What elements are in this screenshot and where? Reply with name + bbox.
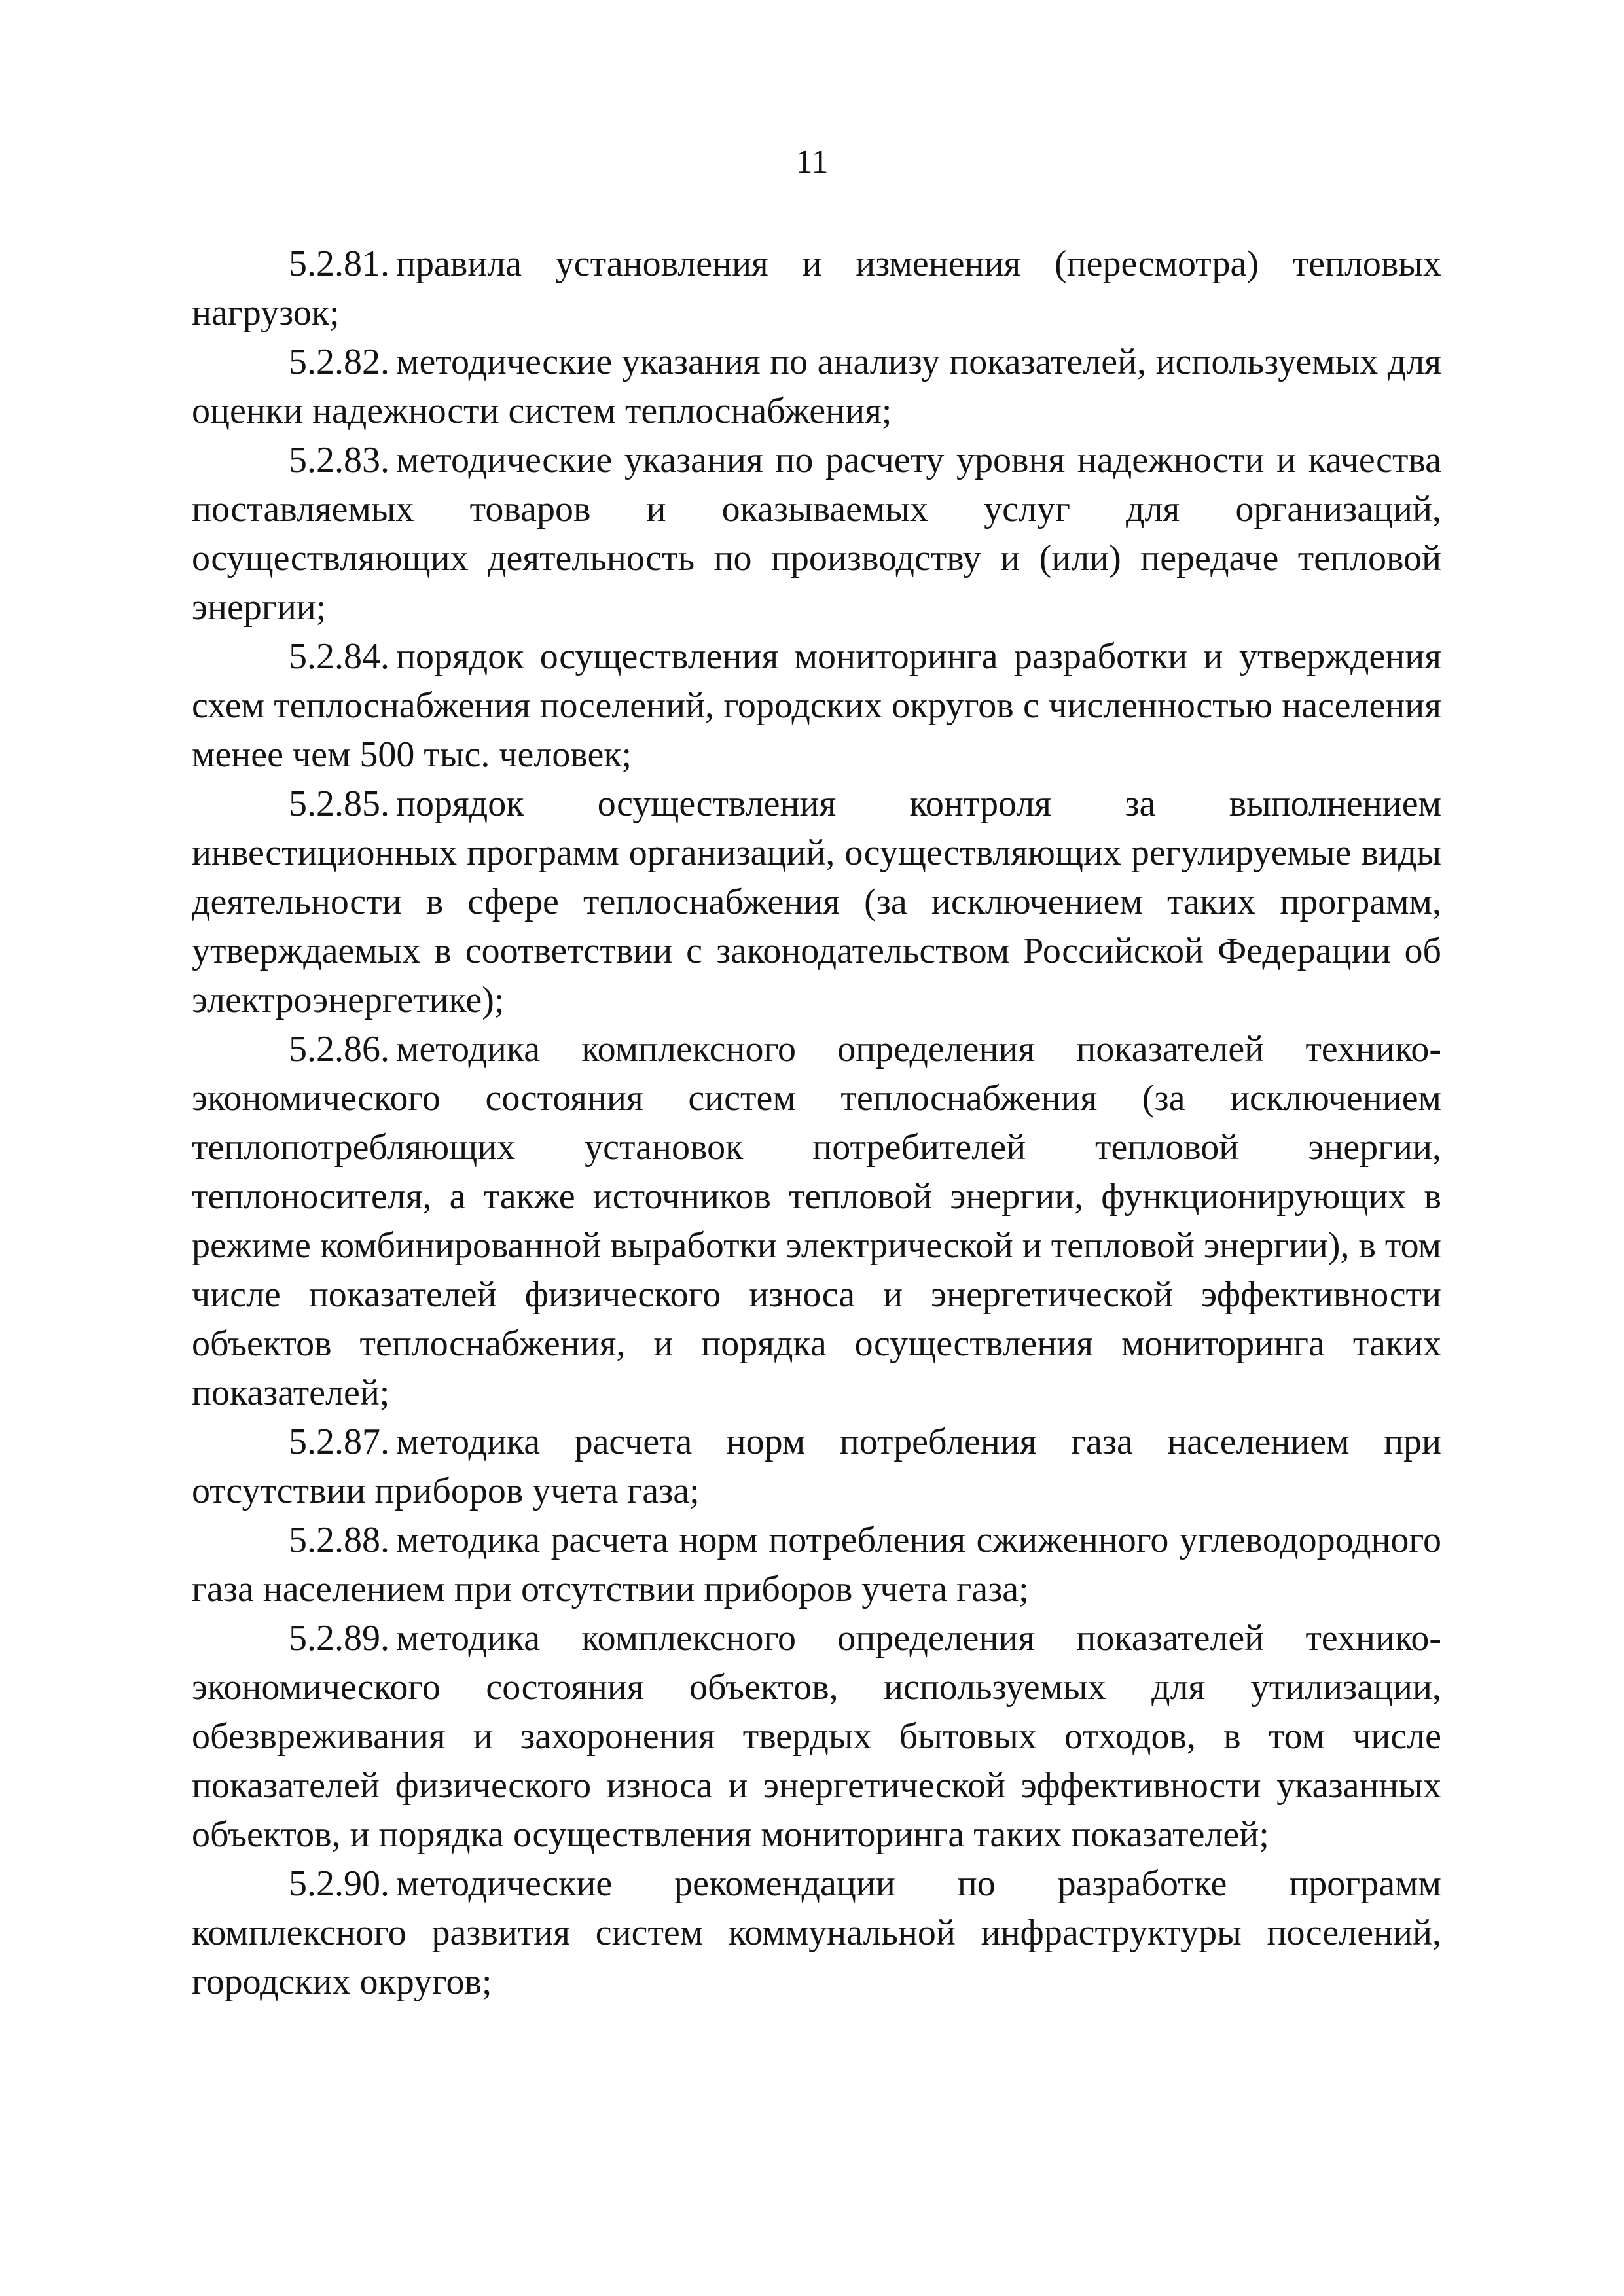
list-item-5-2-82: [192, 338, 1441, 436]
list-item-5-2-89: [192, 1614, 1441, 1859]
item-number: 5.2.86.: [289, 1029, 389, 1069]
item-number: 5.2.84.: [289, 636, 389, 677]
list-item-5-2-83: [192, 436, 1441, 632]
item-number: 5.2.87.: [289, 1422, 389, 1462]
item-text: порядок осуществления мониторинга разработки и утверждения схем теплоснабжения поселений, городских округов с численностью населения менее чем 500 тыс. человек;: [192, 636, 1441, 775]
item-text: методические указания по анализу показателей, используемых для оценки надежности систем теплоснабжения;: [192, 342, 1441, 431]
list-item-5-2-86: [192, 1025, 1441, 1418]
item-number: 5.2.88.: [289, 1520, 389, 1560]
page-number: 11: [795, 143, 829, 181]
item-number: 5.2.81.: [289, 243, 389, 284]
list-item-5-2-87: [192, 1418, 1441, 1516]
item-text: методика расчета норм потребления газа населением при отсутствии приборов учета газа;: [192, 1422, 1441, 1511]
item-text: методические указания по расчету уровня надежности и качества поставляемых товаров и оказываемых услуг для организаций, осуществляющих деятельность по производству и (или) передаче тепловой энергии;: [192, 440, 1441, 628]
document-body: [192, 240, 1441, 2007]
item-number: 5.2.85.: [289, 783, 389, 824]
item-text: методические рекомендации по разработке программ комплексного развития систем коммунальной инфраструктуры поселений, городских округов;: [192, 1863, 1441, 2002]
item-text: порядок осуществления контроля за выполнением инвестиционных программ организаций, осуществляющих регулируемые виды деятельности в сфере теплоснабжения (за исключением таких программ, утверждаемых в соответствии с законодательством Российской Федерации об электроэнергетике);: [192, 783, 1441, 1020]
item-text: методика расчета норм потребления сжиженного углеводородного газа населением при отсутствии приборов учета газа;: [192, 1520, 1441, 1609]
list-item-5-2-84: [192, 632, 1441, 780]
item-number: 5.2.90.: [289, 1863, 389, 1904]
list-item-5-2-88: [192, 1516, 1441, 1614]
item-number: 5.2.82.: [289, 342, 389, 382]
item-text: методика комплексного определения показателей технико-экономического состояния объектов, используемых для утилизации, обезвреживания и захоронения твердых бытовых отходов, в том числе показателей физического износа и энергетической эффективности указанных объектов, и порядка осуществления мониторинга таких показателей;: [192, 1618, 1441, 1855]
item-text: правила установления и изменения (пересмотра) тепловых нагрузок;: [192, 243, 1441, 333]
item-number: 5.2.83.: [289, 440, 389, 480]
list-item-5-2-85: [192, 780, 1441, 1025]
list-item-5-2-81: [192, 240, 1441, 338]
item-number: 5.2.89.: [289, 1618, 389, 1659]
list-item-5-2-90: [192, 1859, 1441, 2007]
item-text: методика комплексного определения показателей технико-экономического состояния систем теплоснабжения (за исключением теплопотребляющих установок потребителей тепловой энергии, теплоносителя, а также источников тепловой энергии, функционирующих в режиме комбинированной выработки электрической и тепловой энергии), в том числе показателей физического износа и энергетической эффективности объектов теплоснабжения, и порядка осуществления мониторинга таких показателей;: [192, 1029, 1441, 1413]
